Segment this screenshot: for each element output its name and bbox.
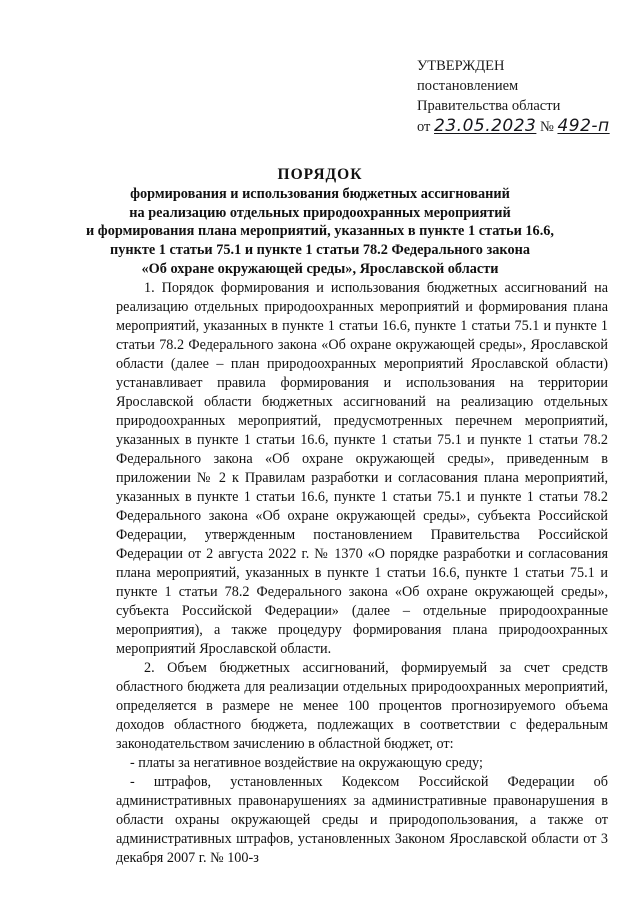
approval-date-line xyxy=(417,116,610,137)
handwritten-number: 492-п xyxy=(557,116,610,136)
title-line-4: пункте 1 статьи 75.1 и пункте 1 статьи 78.2 Федерального закона xyxy=(109,242,531,259)
paragraph-1: 1. Порядок формирования и использования бюджетных ассигнований на реализацию отдельных природоохранных мероприятий и формирования плана мероприятий, указанных в пункте 1 статьи 16.6, пункте 1 статьи 75.1 и пункте 1 статьи 78.2 Федерального закона «Об охране окружающей среды», Ярославской области (далее – план природоохранных мероприятий Ярославской области) устанавливает правила формирования и использования на территории Ярославской области бюджетных ассигнований на реализацию отдельных природоохранных мероприятий, предусмотренных перечнем мероприятий, указанных в пункте 1 статьи 16.6, пункте 1 статьи 75.1 и пункте 1 статьи 78.2 Федерального закона «Об охране окружающей среды», приведенным в приложении № 2 к Правилам разработки и согласования плана мероприятий, указанных в пункте 1 статьи 16.6, пункте 1 статьи 75.1 и пункте 1 статьи 78.2 Федерального закона «Об охране окружающей среды», субъекта Российской Федерации, утвержденным постановлением Правительства Российской Федерации от 2 августа 2022 г. № 1370 «О порядке разработки и согласования плана мероприятий, указанных в пункте 1 статьи 16.6, пункте 1 статьи 75.1 и пункте 1 статьи 78.2 Федерального закона «Об охране окружающей среды», субъекта Российской Федерации» (далее – отдельные природоохранные мероприятия), а также процедуру формирования плана природоохранных мероприятий Ярославской области. xyxy=(116,280,608,657)
approval-line-2: Правительства области xyxy=(417,98,561,114)
title-line-2: на реализацию отдельных природоохранных мероприятий xyxy=(129,204,511,221)
title-line-1: формирования и использования бюджетных ассигнований xyxy=(130,186,510,202)
document-title xyxy=(80,164,560,279)
approval-heading: УТВЕРЖДЕН xyxy=(417,58,505,74)
title-line-5: «Об охране окружающей среды», Ярославской области xyxy=(141,260,499,277)
from-label: от xyxy=(417,119,431,135)
title-line-3: и формирования плана мероприятий, указанных в пункте 1 статьи 16.6, xyxy=(85,223,555,240)
list-item-fines: - штрафов, установленных Кодексом Российской Федерации об административных правонарушениях за административные правонарушения в области охраны окружающей среды и природопользования, а также от административных штрафов, установленных Законом Ярославской области от 3 декабря 2007 г. № 100-з xyxy=(116,774,608,866)
title-main: ПОРЯДОК xyxy=(277,166,363,183)
list-item-payment: - платы за негативное воздействие на окружающую среду; xyxy=(130,755,483,771)
document-body xyxy=(116,279,608,868)
approval-stamp xyxy=(417,56,610,137)
number-label: № xyxy=(540,119,554,135)
handwritten-date: 23.05.2023 xyxy=(434,116,537,136)
paragraph-2: 2. Объем бюджетных ассигнований, формируемый за счет средств областного бюджета для реализации отдельных природоохранных мероприятий, определяется в размере не менее 100 процентов прогнозируемого объема доходов областного бюджета, подлежащих в соответствии с федеральным законодательством зачислению в областной бюджет, от: xyxy=(116,660,608,752)
approval-line-1: постановлением xyxy=(417,78,519,94)
